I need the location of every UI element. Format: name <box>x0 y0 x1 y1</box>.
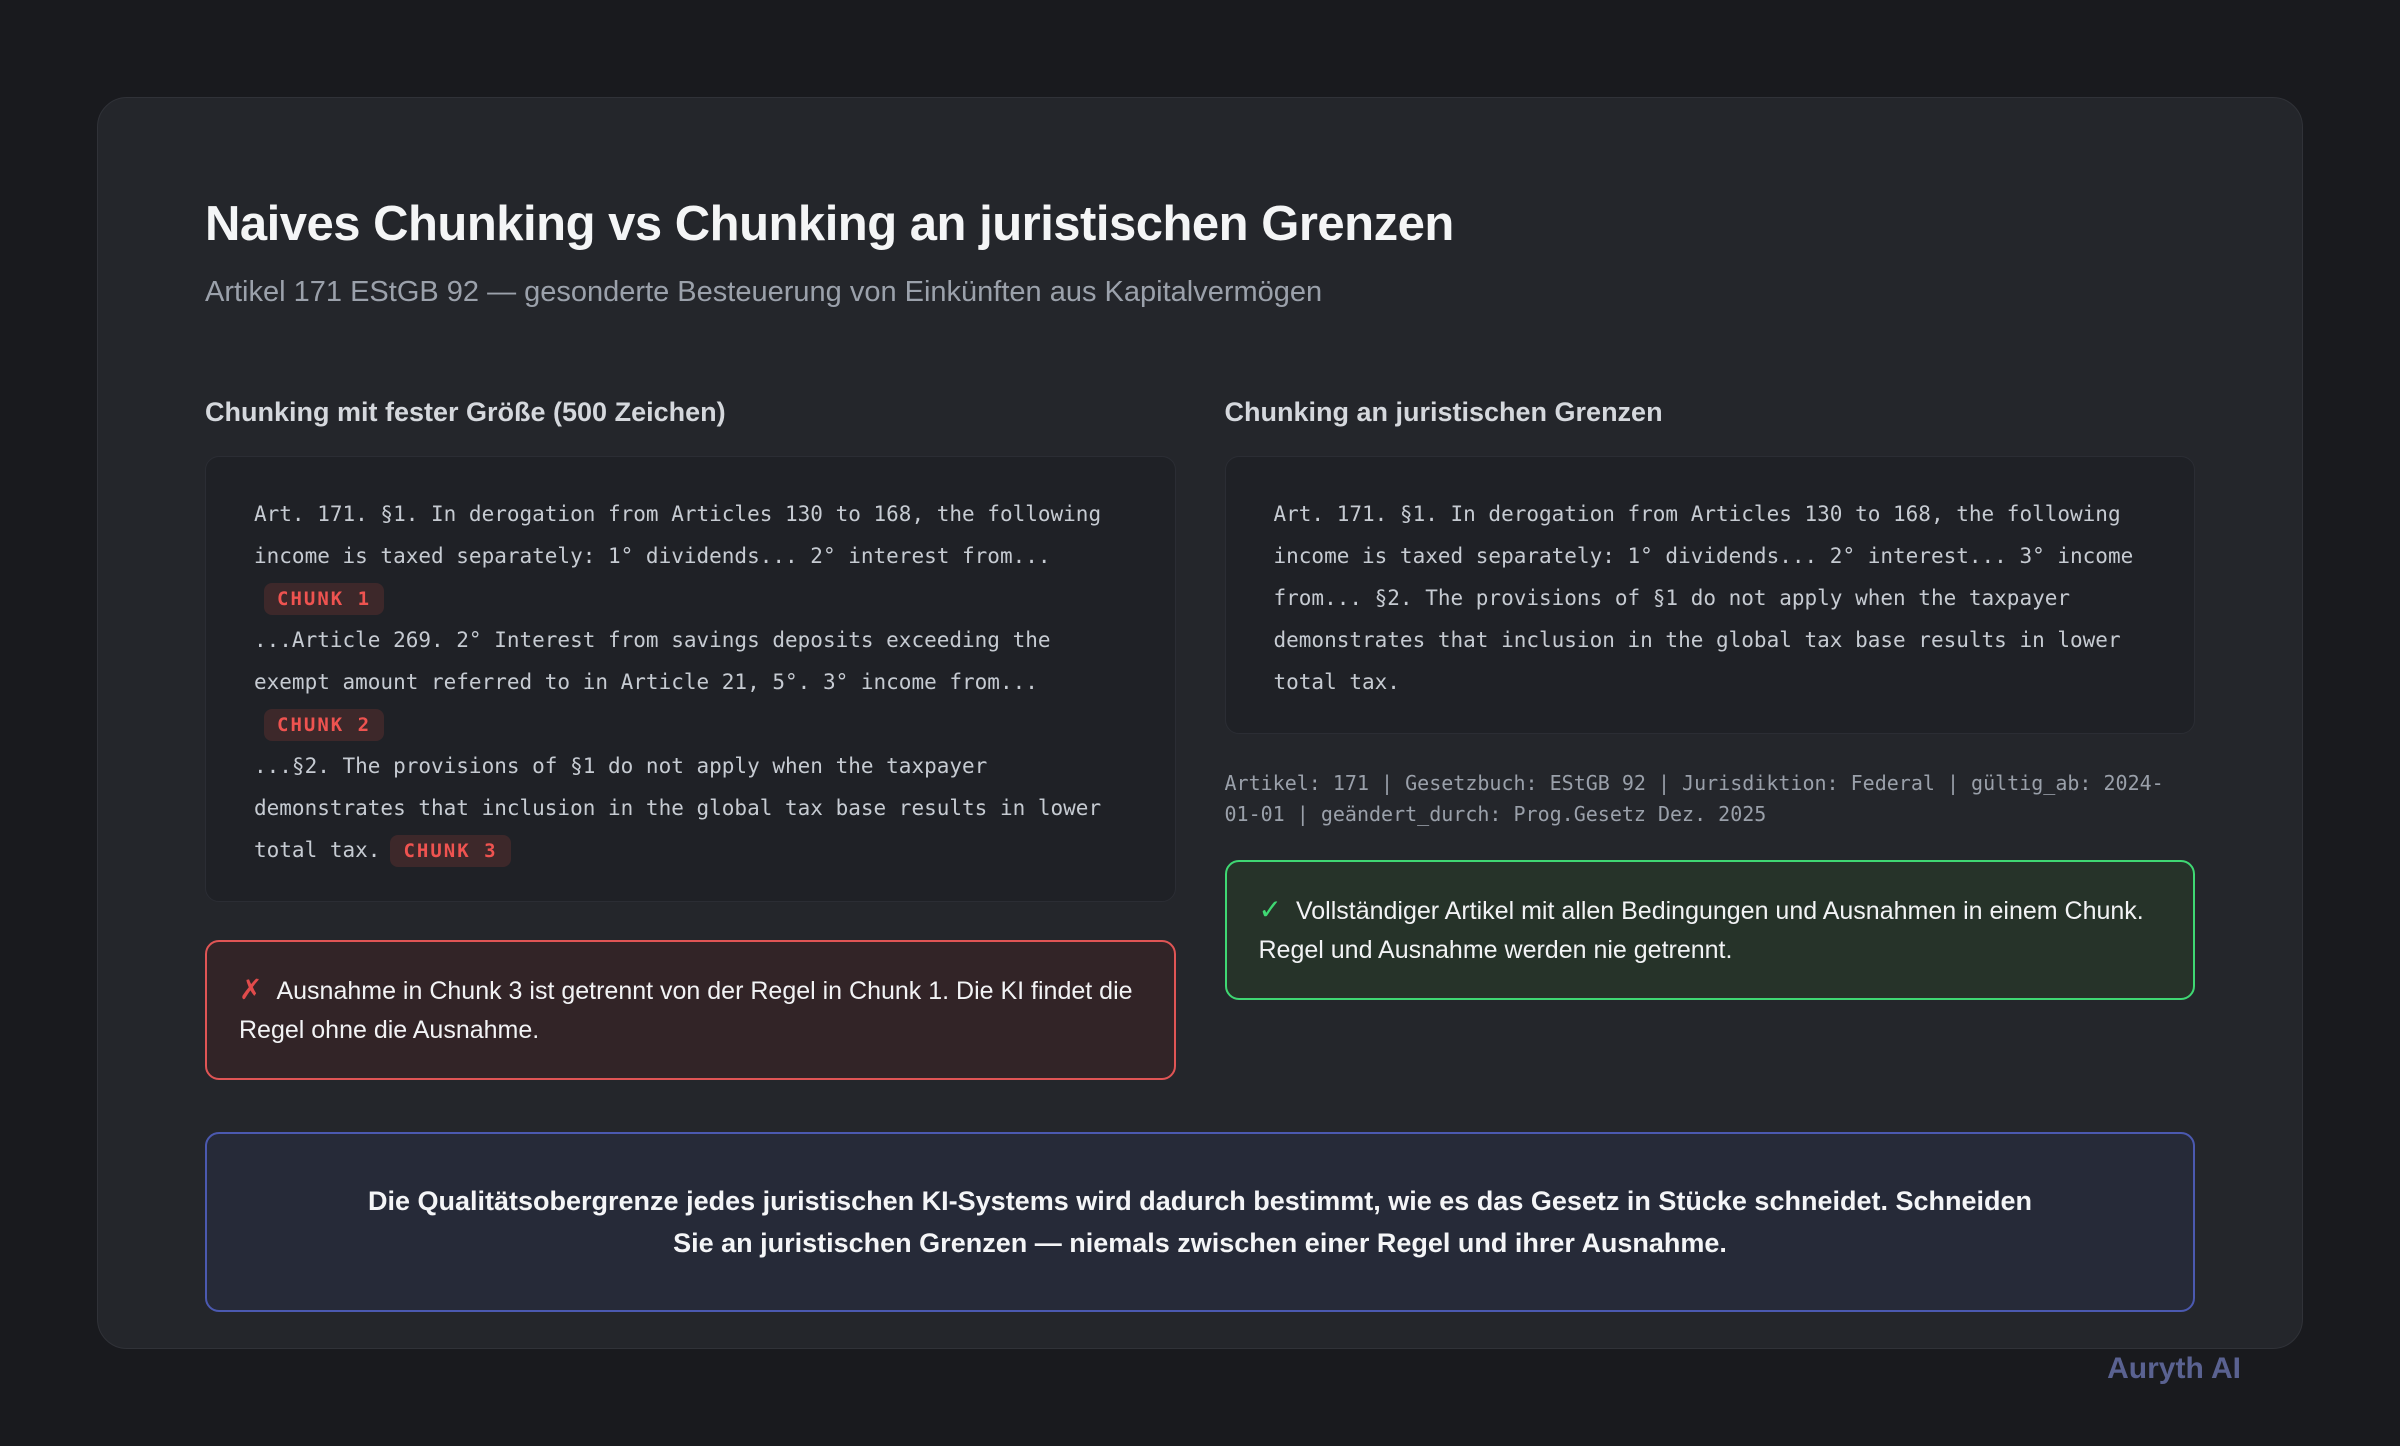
success-callout-text: Vollständiger Artikel mit allen Bedingungen und Ausnahmen in einem Chunk. Regel und Ausnahme werden nie getrennt. <box>1258 897 2144 964</box>
page-title: Naives Chunking vs Chunking an juristischen Grenzen <box>205 197 1454 251</box>
chunk-1-badge: CHUNK 1 <box>264 583 384 615</box>
takeaway-banner: Die Qualitätsobergrenze jedes juristischen KI-Systems wird dadurch bestimmt, wie es das Gesetz in Stücke schneidet. Schneiden Sie an juristischen Grenzen — niemals zwischen einer Regel und ihrer Ausnahme. <box>205 1132 2195 1312</box>
page-subtitle: Artikel 171 EStGB 92 — gesonderte Besteuerung von Einkünften aus Kapitalvermögen <box>205 276 1323 308</box>
chunk-2-body: ...Article 269. 2° Interest from savings deposits exceeding the exempt amount referred to in Article 21, 5°. 3° income from... <box>254 628 1051 694</box>
naive-chunking-column <box>205 397 1176 1080</box>
chunk-3-body: ...§2. The provisions of §1 do not apply when the taxpayer demonstrates that inclusion in the global tax base results in lower total tax. <box>254 754 1102 862</box>
error-callout-text: Ausnahme in Chunk 3 ist getrennt von der Regel in Chunk 1. Die KI findet die Regel ohne die Ausnahme. <box>239 977 1133 1044</box>
legal-chunking-heading: Chunking an juristischen Grenzen <box>1224 397 1663 427</box>
chunk-2-badge: CHUNK 2 <box>264 709 384 741</box>
x-icon: ✗ <box>239 974 263 1005</box>
naive-chunking-heading: Chunking mit fester Größe (500 Zeichen) <box>205 397 726 427</box>
chunk-1-body: Art. 171. §1. In derogation from Articles 130 to 168, the following income is taxed separately: 1° dividends... 2° interest from... <box>254 502 1102 568</box>
legal-chunk-text: Art. 171. §1. In derogation from Articles 130 to 168, the following income is taxed separately: 1° dividends... 2° interest... 3° income from... §2. The provisions of §1 do not apply when the taxpayer demonstrates that inclusion in the global tax base results in lower total tax. <box>1273 502 2134 694</box>
comparison-columns <box>205 397 2195 1080</box>
check-icon: ✓ <box>1258 894 1282 925</box>
error-callout <box>205 940 1176 1080</box>
brand-logo-text: Auryth AI <box>2107 1352 2241 1385</box>
content-card <box>97 97 2303 1385</box>
chunk-3-text <box>254 745 1127 871</box>
success-callout <box>1225 860 2196 1000</box>
chunk-3-badge: CHUNK 3 <box>390 835 510 867</box>
naive-chunking-code-block <box>205 456 1176 902</box>
chunk-2-text <box>254 619 1127 745</box>
legal-chunking-code-block <box>1225 456 2196 734</box>
article-metadata: Artikel: 171 | Gesetzbuch: EStGB 92 | Jurisdiktion: Federal | gültig_ab: 2024-01-01 | geändert_durch: Prog.Gesetz Dez. 2025 <box>1224 771 2164 826</box>
legal-chunking-column <box>1225 397 2196 1000</box>
chunk-1-text <box>254 493 1127 619</box>
